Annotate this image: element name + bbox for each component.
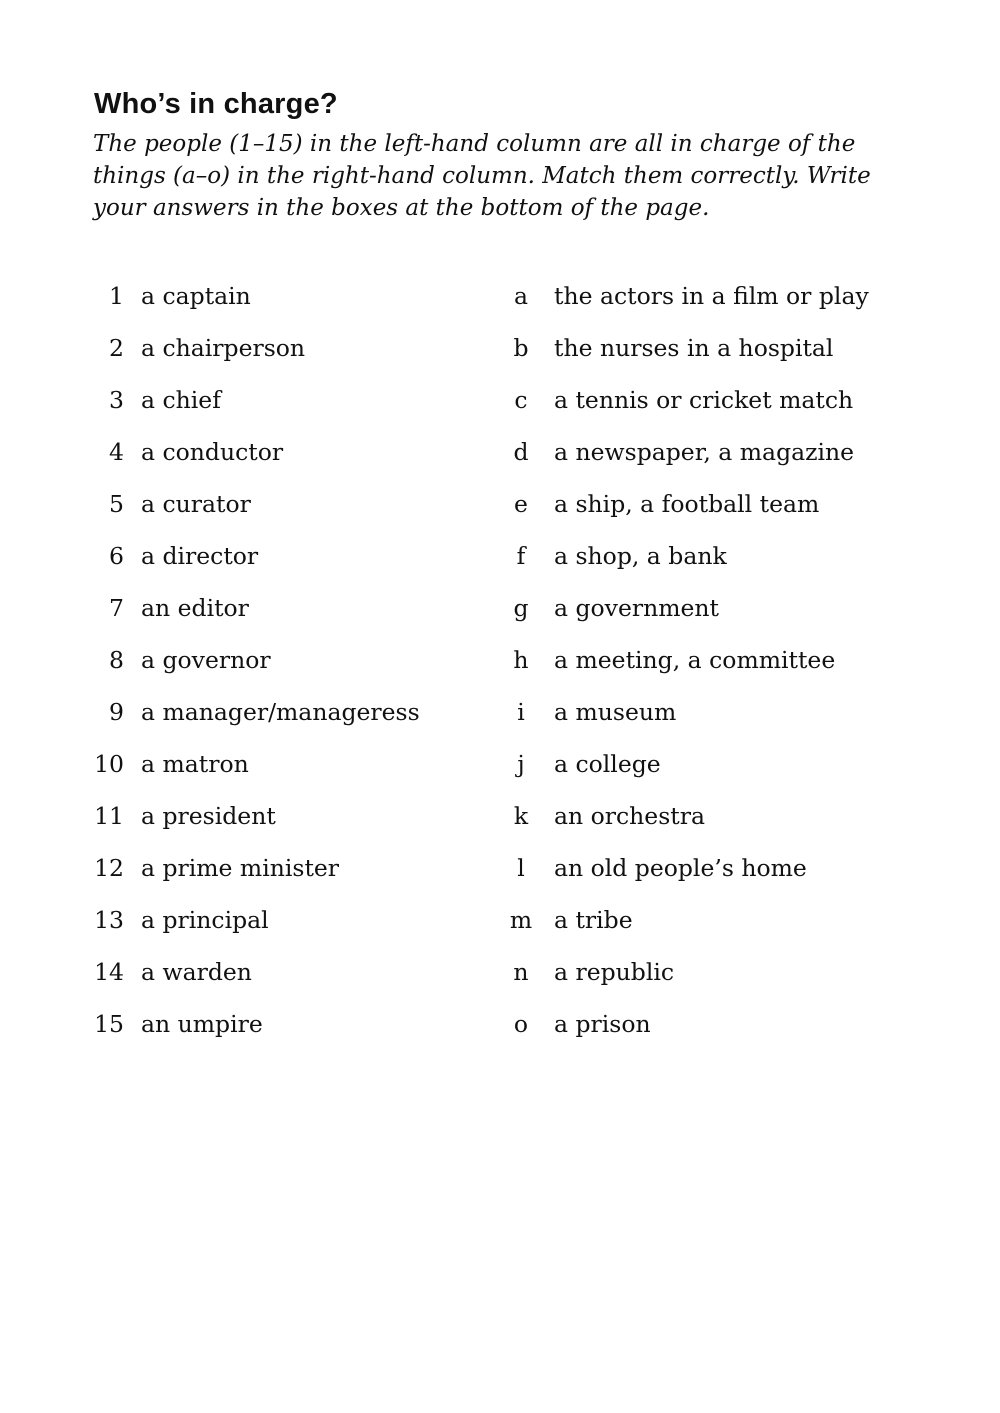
thing-label: a ship, a football team <box>554 490 820 518</box>
person-number: 3 <box>109 386 124 414</box>
thing-letter: o <box>513 1010 529 1038</box>
thing-item <box>506 642 936 694</box>
thing-letter: j <box>517 750 525 778</box>
page-title: Who’s in charge? <box>94 88 338 120</box>
things-column <box>506 278 936 1058</box>
thing-letter: h <box>513 646 529 674</box>
thing-item <box>506 590 936 642</box>
people-column <box>88 278 488 1058</box>
person-number: 4 <box>109 438 124 466</box>
thing-label: a meeting, a committee <box>554 646 836 674</box>
person-number: 8 <box>109 646 124 674</box>
thing-item <box>506 278 936 330</box>
person-label: a director <box>141 542 259 570</box>
person-label: a prime minister <box>141 854 340 882</box>
thing-label: an orchestra <box>554 802 705 830</box>
person-item <box>88 954 488 1006</box>
thing-label: a tennis or cricket match <box>554 386 854 414</box>
thing-item <box>506 798 936 850</box>
thing-letter: d <box>513 438 529 466</box>
thing-label: a newspaper, a magazine <box>554 438 855 466</box>
thing-item <box>506 746 936 798</box>
thing-label: a museum <box>554 698 677 726</box>
thing-letter: b <box>513 334 529 362</box>
person-label: a manager/manageress <box>141 698 420 726</box>
thing-letter: f <box>516 542 526 570</box>
person-number: 13 <box>94 906 124 934</box>
person-number: 11 <box>94 802 124 830</box>
thing-letter: l <box>517 854 525 882</box>
thing-letter: k <box>513 802 529 830</box>
thing-letter: n <box>513 958 529 986</box>
person-label: a chief <box>141 386 221 414</box>
thing-item <box>506 694 936 746</box>
thing-letter: m <box>509 906 533 934</box>
person-item <box>88 798 488 850</box>
thing-label: an old people’s home <box>554 854 807 882</box>
thing-letter: i <box>517 698 525 726</box>
person-item <box>88 642 488 694</box>
thing-letter: e <box>514 490 528 518</box>
person-item <box>88 434 488 486</box>
person-item <box>88 330 488 382</box>
person-label: a warden <box>141 958 252 986</box>
person-number: 2 <box>109 334 124 362</box>
person-number: 5 <box>109 490 124 518</box>
person-label: an editor <box>141 594 249 622</box>
thing-label: the nurses in a hospital <box>554 334 834 362</box>
person-label: a principal <box>141 906 269 934</box>
person-label: a conductor <box>141 438 284 466</box>
person-number: 9 <box>109 698 124 726</box>
thing-label: a tribe <box>554 906 633 934</box>
person-label: a governor <box>141 646 271 674</box>
person-label: a president <box>141 802 276 830</box>
thing-item <box>506 1006 936 1058</box>
thing-label: a republic <box>554 958 675 986</box>
thing-letter: g <box>513 594 529 622</box>
thing-item <box>506 330 936 382</box>
thing-letter: a <box>513 282 528 310</box>
thing-item <box>506 382 936 434</box>
thing-item <box>506 538 936 590</box>
thing-item <box>506 954 936 1006</box>
person-label: a captain <box>141 282 251 310</box>
person-item <box>88 746 488 798</box>
person-item <box>88 1006 488 1058</box>
person-number: 10 <box>94 750 124 778</box>
person-item <box>88 850 488 902</box>
person-label: a matron <box>141 750 249 778</box>
person-item <box>88 538 488 590</box>
person-label: a curator <box>141 490 251 518</box>
thing-item <box>506 434 936 486</box>
person-item <box>88 382 488 434</box>
person-number: 15 <box>94 1010 124 1038</box>
person-label: a chairperson <box>141 334 306 362</box>
person-item <box>88 486 488 538</box>
person-item <box>88 694 488 746</box>
thing-item <box>506 850 936 902</box>
thing-label: a government <box>554 594 719 622</box>
person-item <box>88 902 488 954</box>
person-number: 7 <box>109 594 124 622</box>
thing-label: a college <box>554 750 661 778</box>
person-number: 6 <box>109 542 124 570</box>
person-label: an umpire <box>141 1010 263 1038</box>
person-number: 1 <box>109 282 124 310</box>
person-item <box>88 590 488 642</box>
instructions-text: The people (1–15) in the left-hand column are all in charge of the things (a–o) in the right-hand column. Match them correctly. Write your answers in the boxes at the bottom of the page. <box>93 131 871 221</box>
person-item <box>88 278 488 330</box>
thing-label: a prison <box>554 1010 651 1038</box>
person-number: 14 <box>94 958 124 986</box>
person-number: 12 <box>94 854 124 882</box>
thing-item <box>506 902 936 954</box>
thing-label: the actors in a film or play <box>554 282 869 310</box>
thing-letter: c <box>514 386 528 414</box>
thing-label: a shop, a bank <box>554 542 727 570</box>
thing-item <box>506 486 936 538</box>
